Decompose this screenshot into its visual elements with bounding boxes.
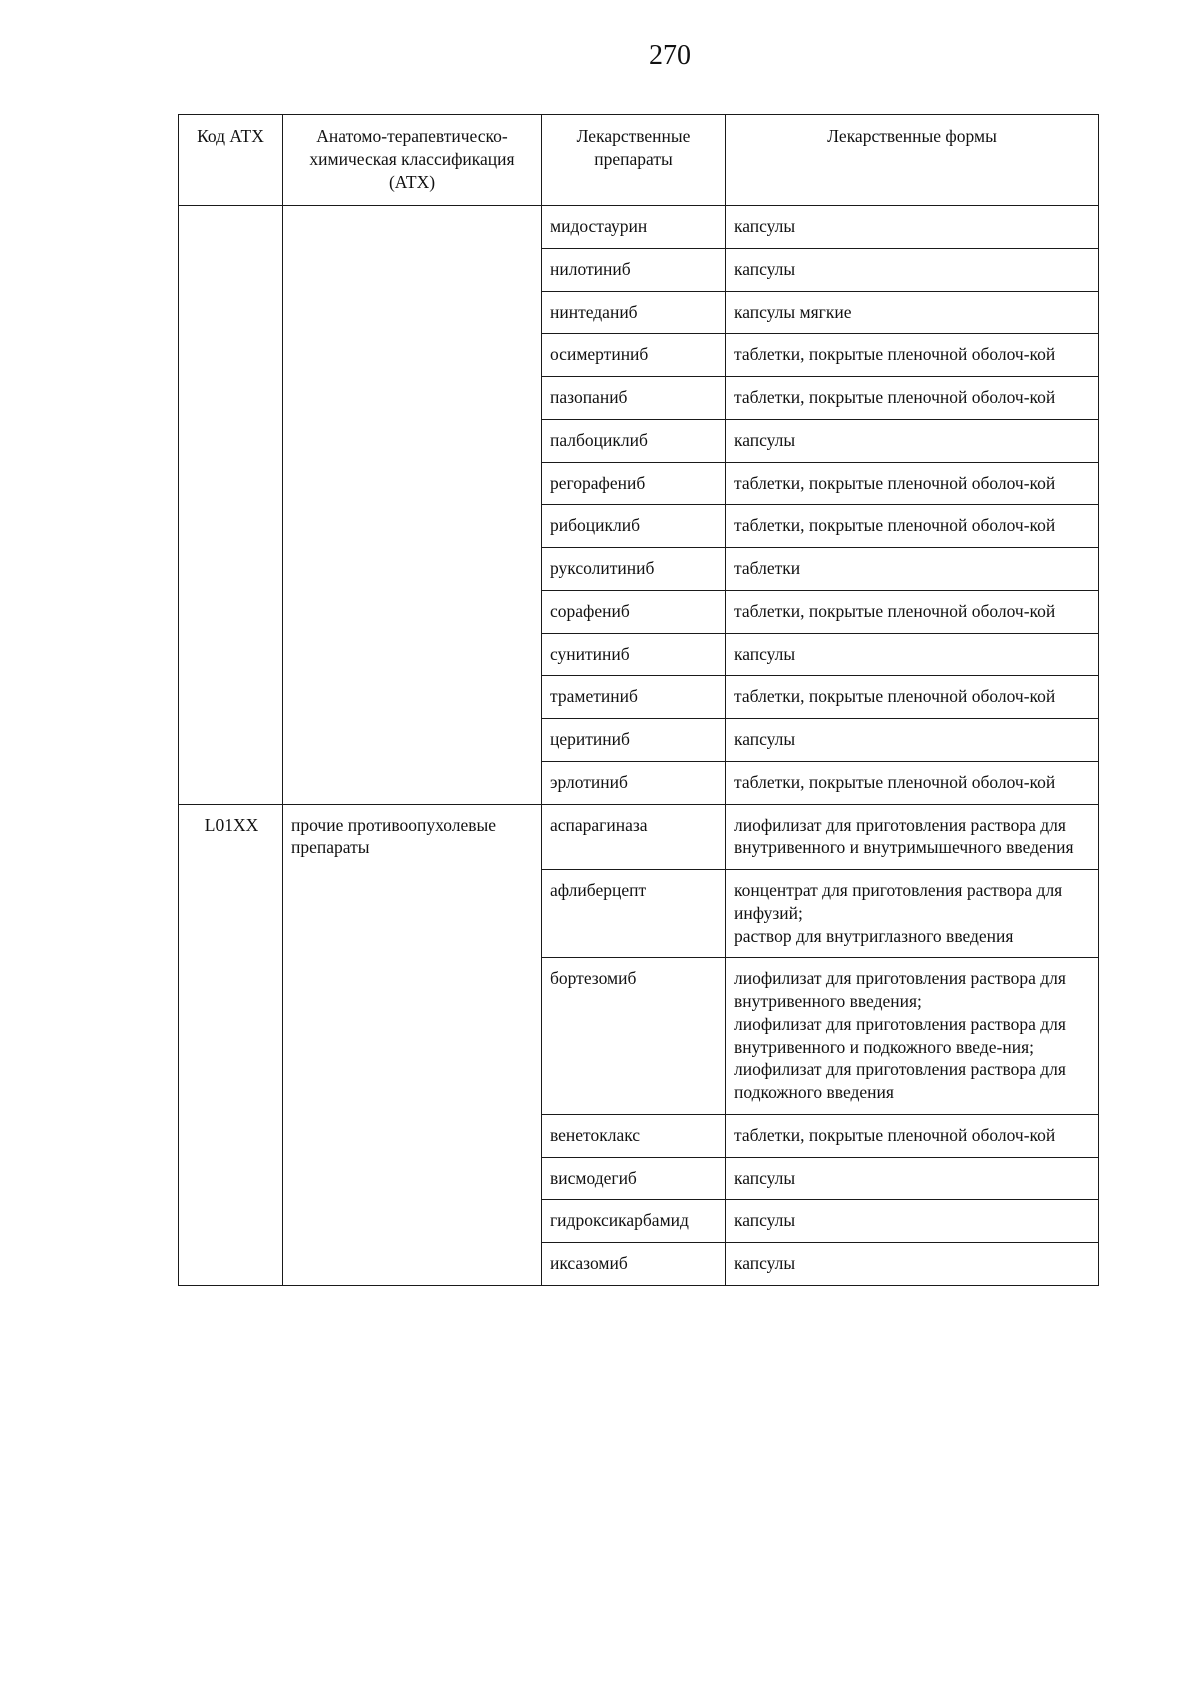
dosage-form-cell: лиофилизат для приготовления раствора для внутривенного и внутримышечного введения (726, 804, 1099, 870)
dosage-form-cell: капсулы (726, 419, 1099, 462)
drug-name-cell: траметиниб (542, 676, 726, 719)
dosage-form-cell: капсулы мягкие (726, 291, 1099, 334)
dosage-form-cell: капсулы (726, 1200, 1099, 1243)
drug-name-cell: пазопаниб (542, 377, 726, 420)
dosage-form-cell: таблетки, покрытые пленочной оболоч-кой (726, 1114, 1099, 1157)
header-code: Код АТХ (179, 115, 283, 206)
atx-code-cell (179, 206, 283, 805)
drug-name-cell: венетоклакс (542, 1114, 726, 1157)
drug-name-cell: осимертиниб (542, 334, 726, 377)
dosage-form-cell: таблетки, покрытые пленочной оболоч-кой (726, 761, 1099, 804)
drug-name-cell: рибоциклиб (542, 505, 726, 548)
drug-name-cell: регорафениб (542, 462, 726, 505)
atx-classification-cell: прочие противоопухолевые препараты (283, 804, 542, 1285)
drug-name-cell: нилотиниб (542, 248, 726, 291)
atx-table (178, 114, 1099, 1286)
dosage-form-cell: капсулы (726, 633, 1099, 676)
dosage-form-cell: таблетки, покрытые пленочной оболоч-кой (726, 462, 1099, 505)
dosage-form-cell: капсулы (726, 1157, 1099, 1200)
atx-classification-cell (283, 206, 542, 805)
dosage-form-cell: таблетки, покрытые пленочной оболоч-кой (726, 334, 1099, 377)
drug-name-cell: церитиниб (542, 719, 726, 762)
drug-name-cell: руксолитиниб (542, 548, 726, 591)
header-forms: Лекарственные формы (726, 115, 1099, 206)
dosage-form-cell: лиофилизат для приготовления раствора для внутривенного введения; лиофилизат для приготовления раствора для внутривенного и подкожного введе-ния; лиофилизат для приготовления раствора для подкожного введения (726, 958, 1099, 1115)
drug-name-cell: мидостаурин (542, 206, 726, 249)
dosage-form-cell: таблетки, покрытые пленочной оболоч-кой (726, 590, 1099, 633)
drug-name-cell: нинтеданиб (542, 291, 726, 334)
header-classification: Анатомо-терапевтическо-химическая классификация (АТХ) (283, 115, 542, 206)
dosage-form-cell: таблетки, покрытые пленочной оболоч-кой (726, 676, 1099, 719)
dosage-form-cell: капсулы (726, 719, 1099, 762)
drug-name-cell: сорафениб (542, 590, 726, 633)
header-drugs: Лекарственные препараты (542, 115, 726, 206)
dosage-form-cell: таблетки, покрытые пленочной оболоч-кой (726, 505, 1099, 548)
dosage-form-cell: концентрат для приготовления раствора для инфузий; раствор для внутриглазного введения (726, 870, 1099, 958)
dosage-form-cell: капсулы (726, 1243, 1099, 1286)
drug-name-cell: сунитиниб (542, 633, 726, 676)
drug-name-cell: афлиберцепт (542, 870, 726, 958)
drug-name-cell: эрлотиниб (542, 761, 726, 804)
drug-name-cell: висмодегиб (542, 1157, 726, 1200)
drug-name-cell: аспарагиназа (542, 804, 726, 870)
atx-code-cell: L01XX (179, 804, 283, 1285)
dosage-form-cell: таблетки (726, 548, 1099, 591)
table-row (179, 804, 1099, 870)
dosage-form-cell: капсулы (726, 206, 1099, 249)
drug-name-cell: гидроксикарбамид (542, 1200, 726, 1243)
table-header-row (179, 115, 1099, 206)
drug-name-cell: иксазомиб (542, 1243, 726, 1286)
drug-name-cell: палбоциклиб (542, 419, 726, 462)
dosage-form-cell: таблетки, покрытые пленочной оболоч-кой (726, 377, 1099, 420)
drug-name-cell: бортезомиб (542, 958, 726, 1115)
table-body (179, 206, 1099, 1286)
table-row (179, 206, 1099, 249)
dosage-form-cell: капсулы (726, 248, 1099, 291)
page-number: 270 (649, 40, 691, 71)
